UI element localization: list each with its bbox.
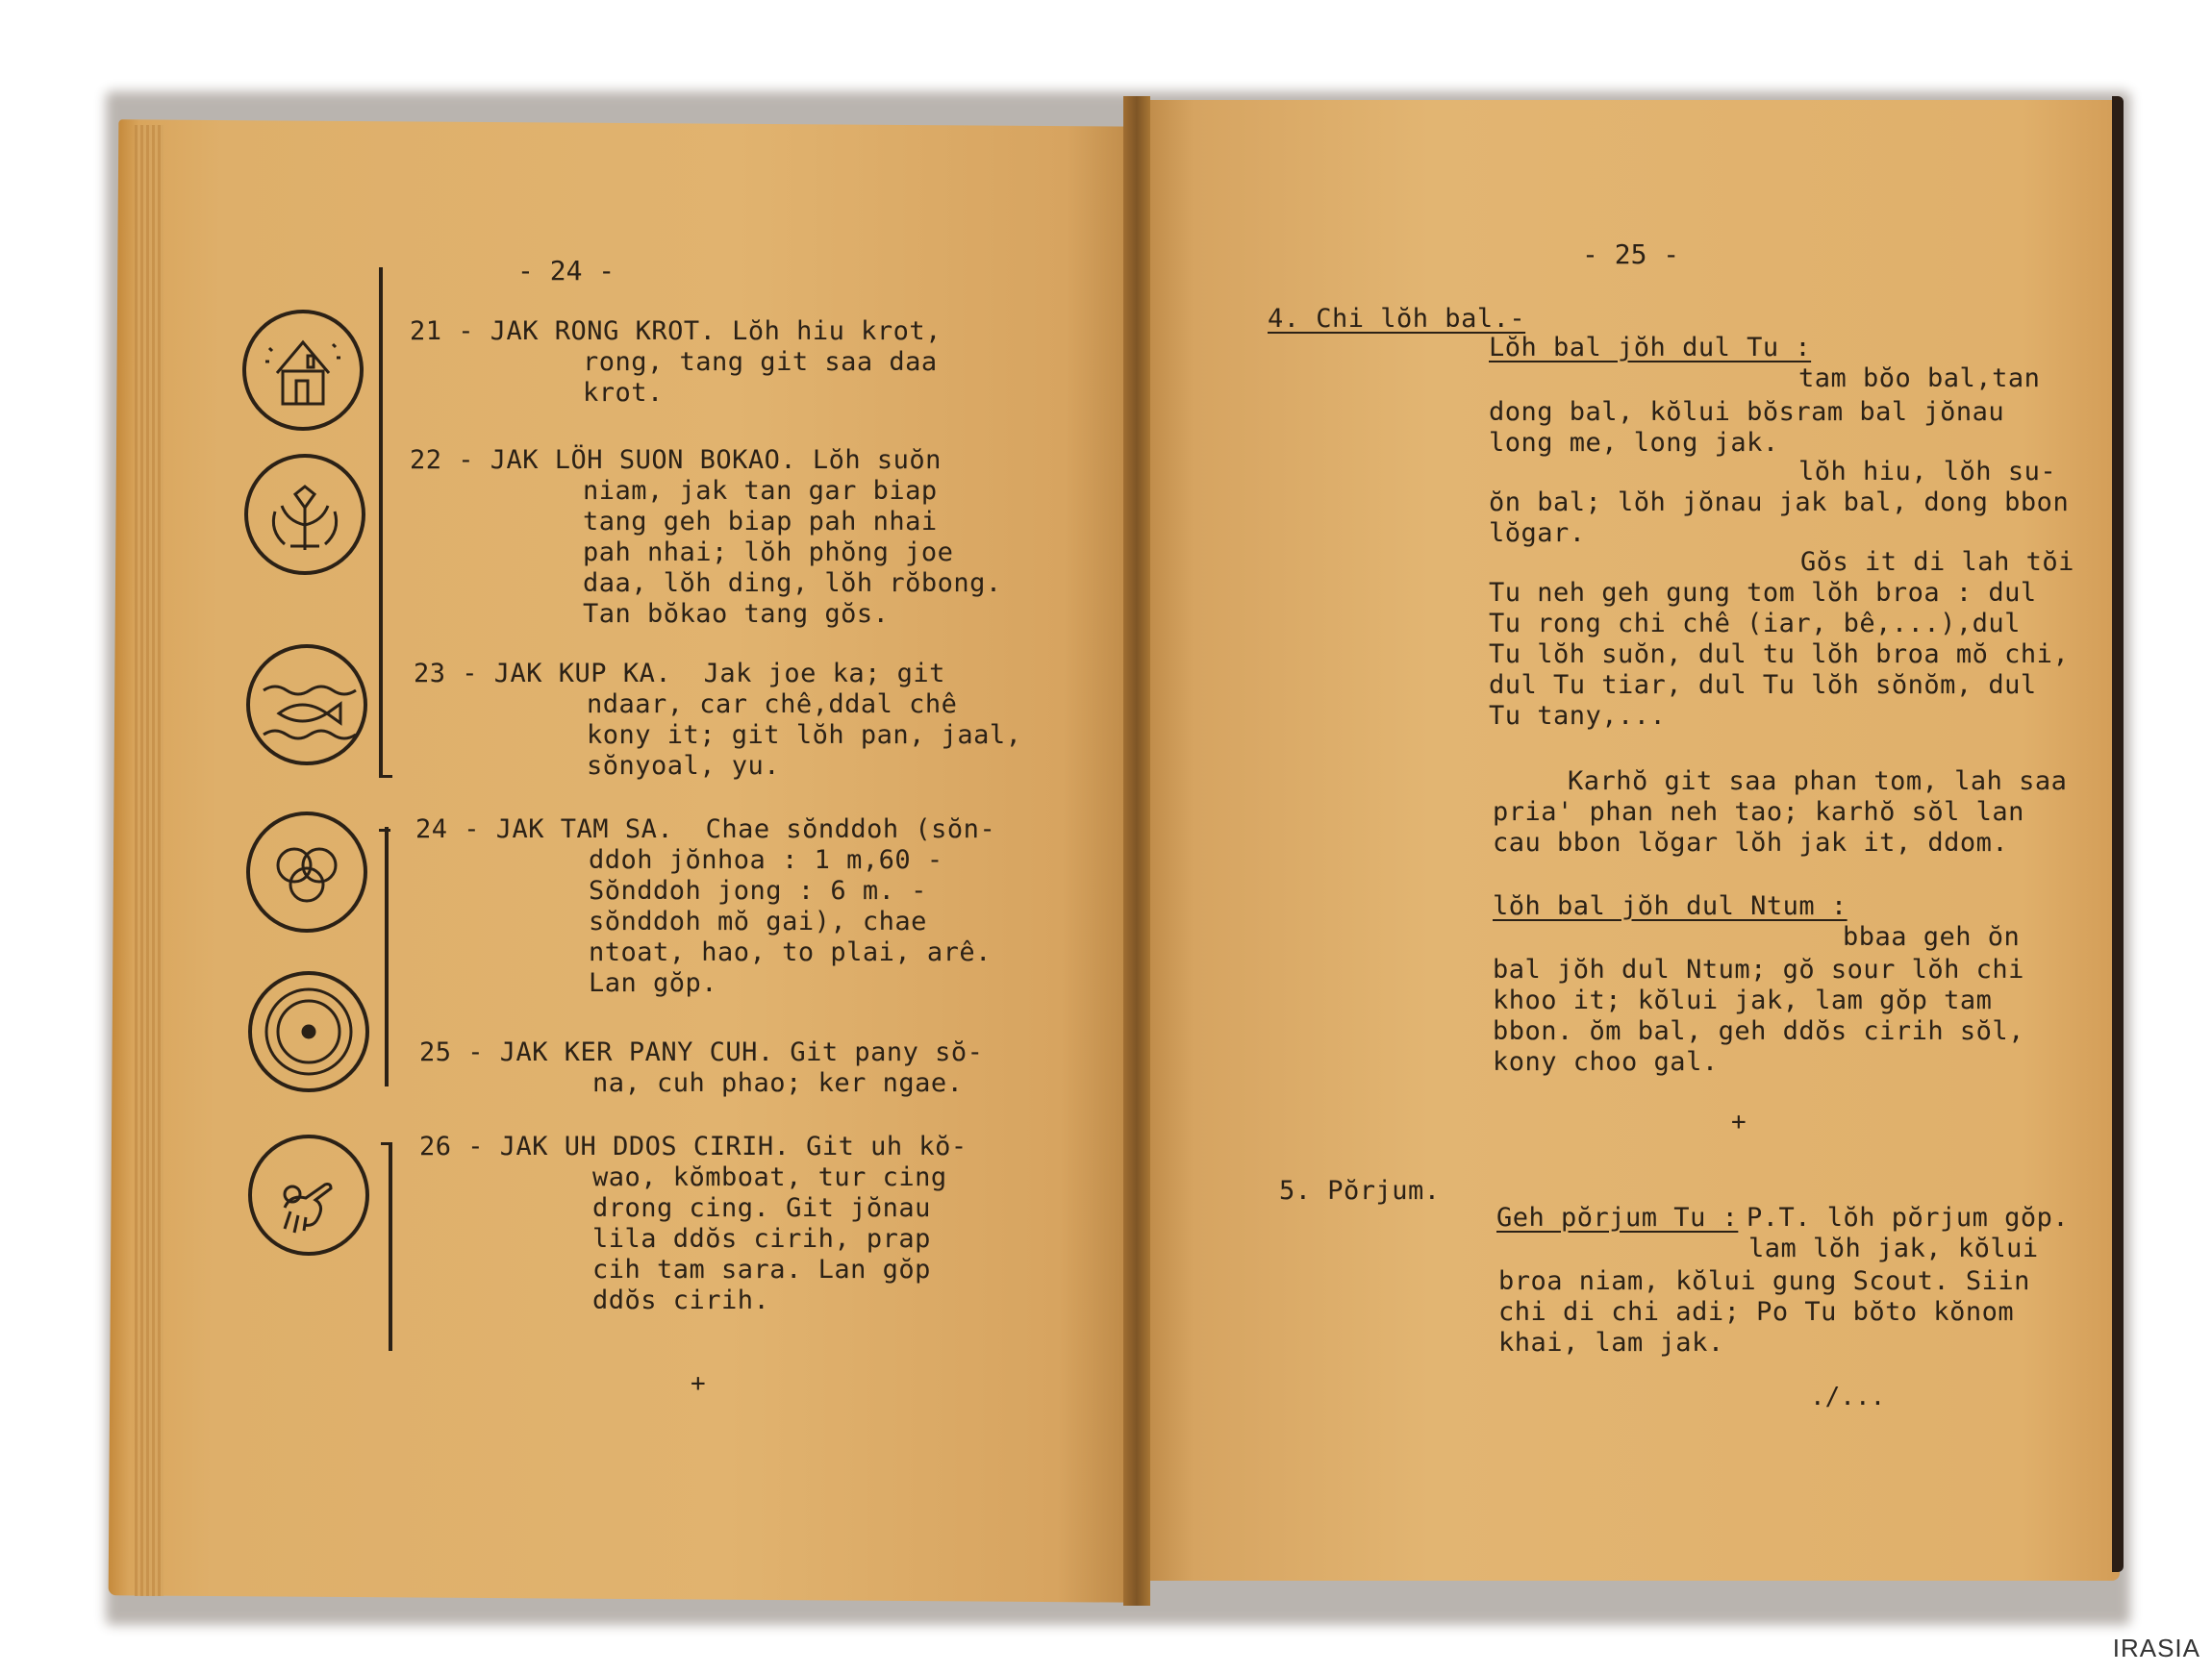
para-2-line-1: Karhŏ git saa phan tom, lah saa (1568, 766, 2068, 796)
entry-22-line-5: daa, lŏh ding, lŏh rŏbong. (583, 568, 1002, 598)
entry-24-line-2: ddoh jŏnhoa : 1 m,60 - (589, 845, 943, 875)
margin-rule-1 (379, 267, 383, 777)
tu-line-12: Tu tany,... (1489, 701, 1667, 731)
tu-line-7: Gŏs it di lah tŏi (1800, 547, 2074, 577)
entry-26-line-4: lila ddŏs cirih, prap (592, 1224, 931, 1254)
entry-23-line-1: 23 - JAK KUP KA. Jak joe ka; git (414, 659, 945, 688)
porjum-line-5: khai, lam jak. (1498, 1328, 1724, 1358)
margin-rule-1-tick (379, 775, 392, 778)
house-badge-icon (242, 310, 364, 431)
entry-24-line-6: Lan gŏp. (589, 968, 718, 998)
page-number-left: - 24 - (517, 255, 616, 287)
entry-24-line-3: Sŏnddoh jong : 6 m. - (589, 876, 927, 906)
ntum-line-2: bal jŏh dul Ntum; gŏ sour lŏh chi (1493, 955, 2024, 985)
tu-line-2: dong bal, kŏlui bŏsram bal jŏnau (1489, 397, 2005, 427)
ntum-line-3: khoo it; kŏlui jak, lam gŏp tam (1493, 986, 1993, 1015)
rings-badge-icon (246, 812, 367, 933)
entry-22-line-3: tang geh biap pah nhai (583, 507, 938, 537)
subheading-porjum: Geh pŏrjum Tu : (1496, 1203, 1739, 1233)
subheading-ntum: lŏh bal jŏh dul Ntum : (1493, 891, 1848, 921)
tu-line-10: Tu lŏh suŏn, dul tu lŏh broa mŏ chi, (1489, 639, 2070, 669)
page-number-right: - 25 - (1582, 238, 1680, 270)
flower-badge-icon (244, 454, 365, 575)
entry-26-line-6: ddŏs cirih. (592, 1286, 770, 1315)
porjum-line-4: chi di chi adi; Po Tu bŏto kŏnom (1498, 1297, 2015, 1327)
tu-line-1: tam bŏo bal,tan (1798, 363, 2041, 393)
entry-26-line-1: 26 - JAK UH DDOS CIRIH. Git uh kŏ- (419, 1132, 968, 1161)
fish-badge-icon (246, 644, 367, 765)
tu-line-8: Tu neh geh gung tom lŏh broa : dul (1489, 578, 2037, 608)
entry-25-line-1: 25 - JAK KER PANY CUH. Git pany sŏ- (419, 1037, 984, 1067)
entry-23-line-3: kony it; git lŏh pan, jaal, (587, 720, 1022, 750)
page-edges (135, 125, 163, 1596)
book-spine (1123, 96, 1150, 1606)
entry-26-line-5: cih tam sara. Lan gŏp (592, 1255, 931, 1285)
section-5-heading: 5. Pŏrjum. (1279, 1176, 1441, 1206)
margin-rule-2-tick (379, 829, 390, 832)
entry-22-line-4: pah nhai; lŏh phŏng joe (583, 537, 954, 567)
para-2-line-2: pria' phan neh tao; karhŏ sŏl lan (1493, 797, 2024, 827)
entry-21-line-3: krot. (583, 378, 664, 408)
entry-25-line-2: na, cuh phao; ker ngae. (592, 1068, 964, 1098)
section-4-heading: 4. Chi lŏh bal.- (1268, 304, 1526, 334)
tu-line-5: ŏn bal; lŏh jŏnau jak bal, dong bbon (1489, 487, 2070, 517)
ntum-line-1: bbaa geh ŏn (1843, 922, 2021, 952)
back-cover (2112, 96, 2124, 1572)
entry-22-line-6: Tan bŏkao tang gŏs. (583, 599, 890, 629)
tu-line-4: lŏh hiu, lŏh su- (1798, 457, 2057, 487)
entry-26-line-2: wao, kŏmboat, tur cing (592, 1162, 947, 1192)
margin-rule-3-tick (381, 1142, 392, 1145)
entry-26-line-3: drong cing. Git jŏnau (592, 1193, 931, 1223)
entry-24-line-5: ntoat, hao, to plai, arê. (589, 937, 992, 967)
continued-mark: ./... (1810, 1383, 1886, 1411)
tu-line-9: Tu rong chi chê (iar, bê,...),dul (1489, 609, 2021, 638)
margin-rule-3 (389, 1144, 392, 1351)
target-badge-icon (248, 971, 369, 1092)
entry-24-line-4: sŏnddoh mŏ gai), chae (589, 907, 927, 936)
subheading-tu: Lŏh bal jŏh dul Tu : (1489, 333, 1812, 362)
tu-line-6: lŏgar. (1489, 518, 1586, 548)
entry-23-line-4: sŏnyoal, yu. (587, 751, 781, 781)
entry-21-line-1: 21 - JAK RONG KROT. Lŏh hiu krot, (410, 316, 942, 346)
end-mark-left: + (691, 1369, 706, 1398)
section-divider-mark: + (1731, 1108, 1747, 1136)
porjum-line-2: lam lŏh jak, kŏlui (1748, 1234, 2039, 1263)
para-2-line-3: cau bbon lŏgar lŏh jak it, ddom. (1493, 828, 2009, 858)
tu-line-3: long me, long jak. (1489, 428, 1779, 458)
entry-24-line-1: 24 - JAK TAM SA. Chae sŏnddoh (sŏn- (415, 814, 996, 844)
tu-line-11: dul Tu tiar, dul Tu lŏh sŏnŏm, dul (1489, 670, 2037, 700)
ntum-line-5: kony choo gal. (1493, 1047, 1719, 1077)
entry-22-line-2: niam, jak tan gar biap (583, 476, 938, 506)
porjum-line-3: broa niam, kŏlui gung Scout. Siin (1498, 1266, 2030, 1296)
watermark: IRASIA (2112, 1634, 2200, 1662)
entry-21-line-2: rong, tang git saa daa (583, 347, 938, 377)
entry-23-line-2: ndaar, car chê,ddal chê (587, 689, 958, 719)
ntum-line-4: bbon. ŏm bal, geh ddŏs cirih sŏl, (1493, 1016, 2024, 1046)
entry-22-line-1: 22 - JAK LÖH SUON BOKAO. Lŏh suŏn (410, 445, 942, 475)
porjum-line-1: P.T. lŏh pŏrjum gŏp. (1747, 1203, 2070, 1233)
hand-badge-icon (248, 1135, 369, 1256)
margin-rule-2 (385, 827, 389, 1086)
